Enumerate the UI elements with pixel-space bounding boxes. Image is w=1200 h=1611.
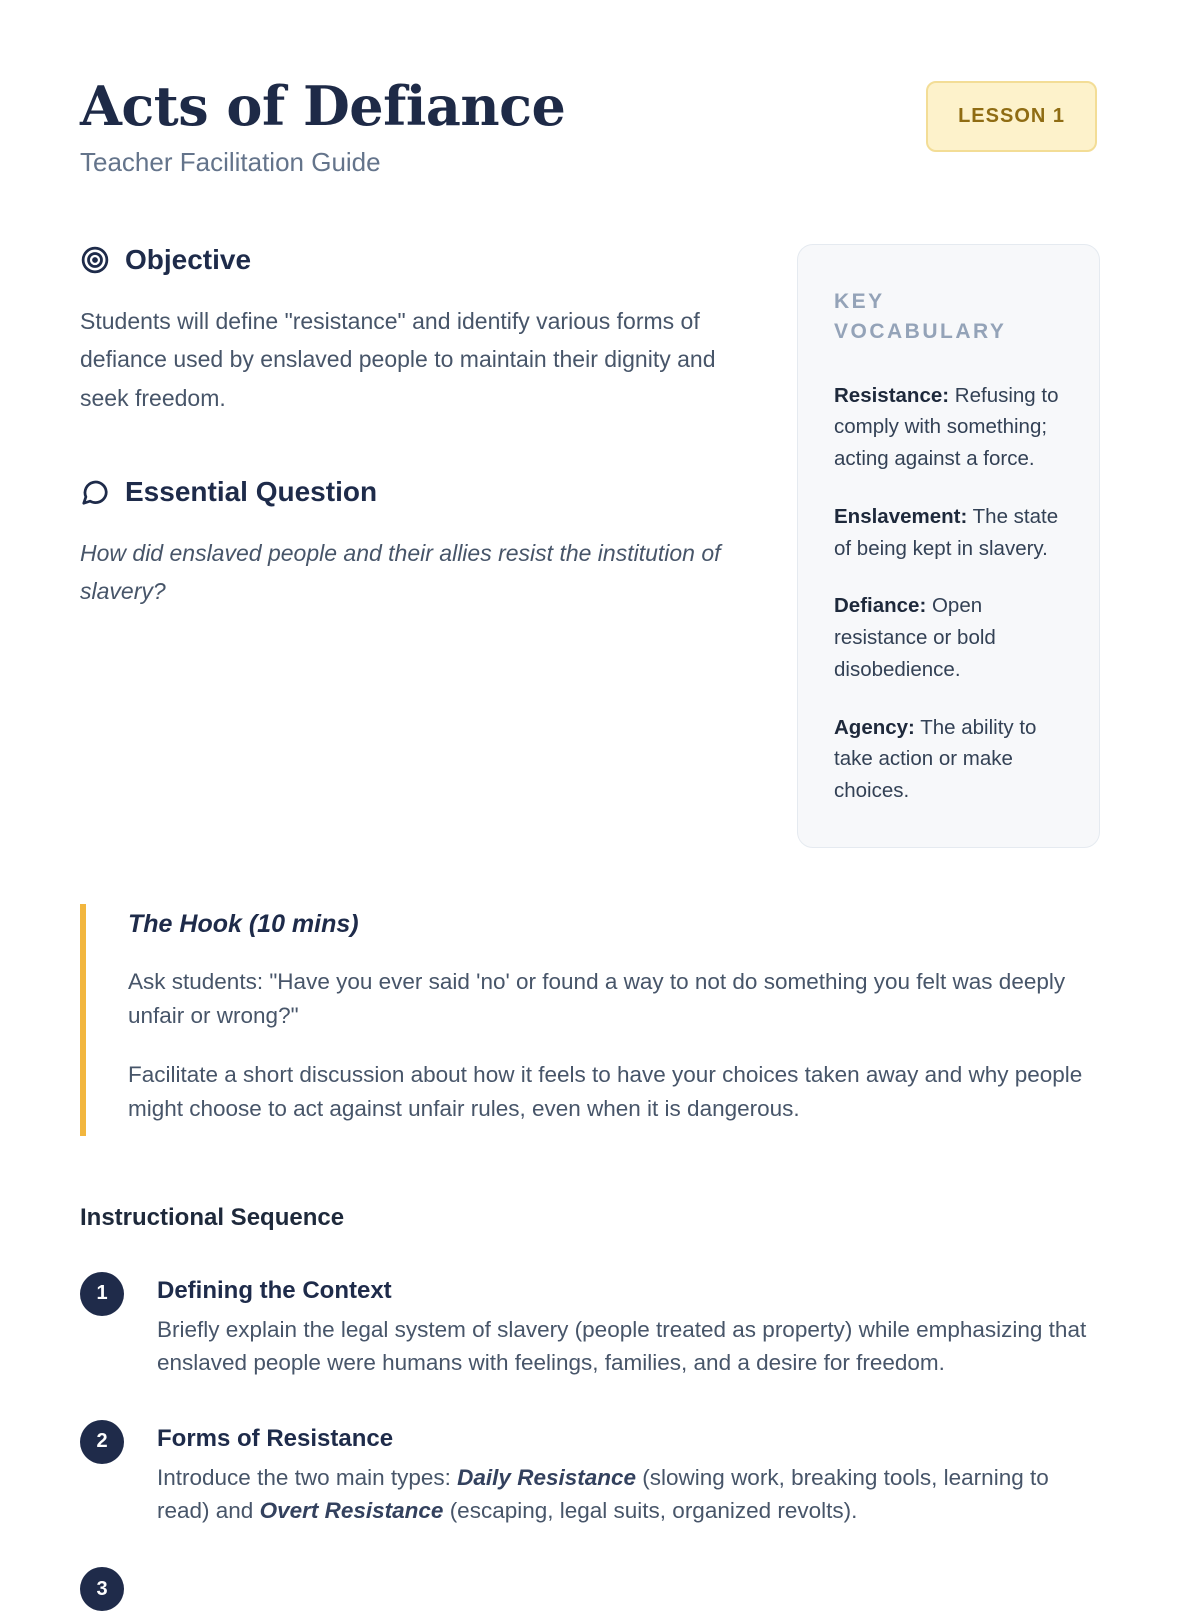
header: [80, 74, 1097, 178]
header-text: [80, 74, 566, 178]
lesson-badge: LESSON 1: [926, 81, 1097, 152]
sequence-step-3: [80, 1567, 1097, 1611]
emphasized-term: Overt Resistance: [259, 1497, 444, 1523]
step-body-segment: Introduce the two main types:: [157, 1464, 458, 1490]
step-title: Defining the Context: [157, 1276, 392, 1304]
vocab-entry-agency: [834, 712, 1063, 807]
vocab-definition: Open resistance or bold disobedience.: [834, 594, 996, 681]
hook-paragraph-1: Ask students: "Have you ever said 'no' or found a way to not do something you felt was deeply unfair or wrong?": [128, 968, 1066, 1028]
essential-question-body: How did enslaved people and their allies resist the institution of slavery?: [80, 539, 721, 605]
sequence-step-2: [80, 1420, 1097, 1528]
step-body: [157, 1461, 1087, 1528]
vocab-entry-enslavement: [834, 501, 1063, 565]
objective-body: Students will define "resistance" and identify various forms of defiance used by enslaved people to maintain their dignity and seek freedom.: [80, 307, 716, 411]
hook-heading: The Hook (10 mins): [128, 909, 359, 938]
step-number-badge: 3: [80, 1567, 124, 1611]
vocabulary-heading: KEY VOCABULARY: [834, 289, 1007, 344]
vocab-definition: The state of being kept in slavery.: [834, 504, 1059, 560]
hook-paragraph-2: Facilitate a short discussion about how it feels to have your choices taken away and why people might choose to act against unfair rules, even when it is dangerous.: [128, 1062, 1083, 1122]
step-title: Forms of Resistance: [157, 1424, 394, 1452]
step-content: [157, 1272, 1087, 1380]
target-icon: [80, 245, 110, 275]
vocab-term: Defiance:: [834, 594, 927, 618]
vocab-term: Enslavement:: [834, 504, 968, 528]
objective-section: [80, 244, 733, 418]
vocab-term: Resistance:: [834, 383, 950, 407]
key-vocabulary-card: [797, 244, 1100, 848]
speech-bubble-icon: [80, 477, 110, 507]
step-body-segment: (slowing work, breaking tools, learning to read) and: [157, 1464, 1049, 1523]
vocab-term: Agency:: [834, 715, 915, 739]
content-row: [80, 244, 1097, 848]
emphasized-term: Daily Resistance: [457, 1464, 637, 1490]
hook-callout: [80, 904, 1097, 1136]
essential-question-heading-label: Essential Question: [125, 475, 378, 507]
vocab-entry-resistance: [834, 380, 1063, 475]
step-number-badge: 1: [80, 1272, 124, 1316]
vocab-definition: The ability to take action or make choices.: [834, 715, 1037, 803]
step-body-segment: (escaping, legal suits, organized revolts).: [443, 1497, 858, 1523]
page-subtitle: Teacher Facilitation Guide: [80, 146, 381, 177]
step-number-badge: 2: [80, 1420, 124, 1464]
instructional-sequence-section: [80, 1204, 1097, 1611]
sequence-step-1: [80, 1272, 1097, 1380]
sequence-heading: Instructional Sequence: [80, 1203, 345, 1231]
step-body: Briefly explain the legal system of slavery (people treated as property) while emphasizing that enslaved people were humans with feelings, families, and a desire for freedom.: [157, 1316, 1087, 1376]
vocab-definition: Refusing to comply with something; acting against a force.: [834, 383, 1059, 471]
objective-heading: [80, 244, 733, 276]
essential-question-section: [80, 476, 733, 611]
vocab-entry-defiance: [834, 590, 1063, 685]
objective-heading-label: Objective: [125, 243, 252, 275]
step-content: [157, 1420, 1087, 1528]
essential-question-heading: [80, 476, 733, 508]
page-title: Acts of Defiance: [80, 74, 566, 138]
main-column: [80, 244, 733, 611]
